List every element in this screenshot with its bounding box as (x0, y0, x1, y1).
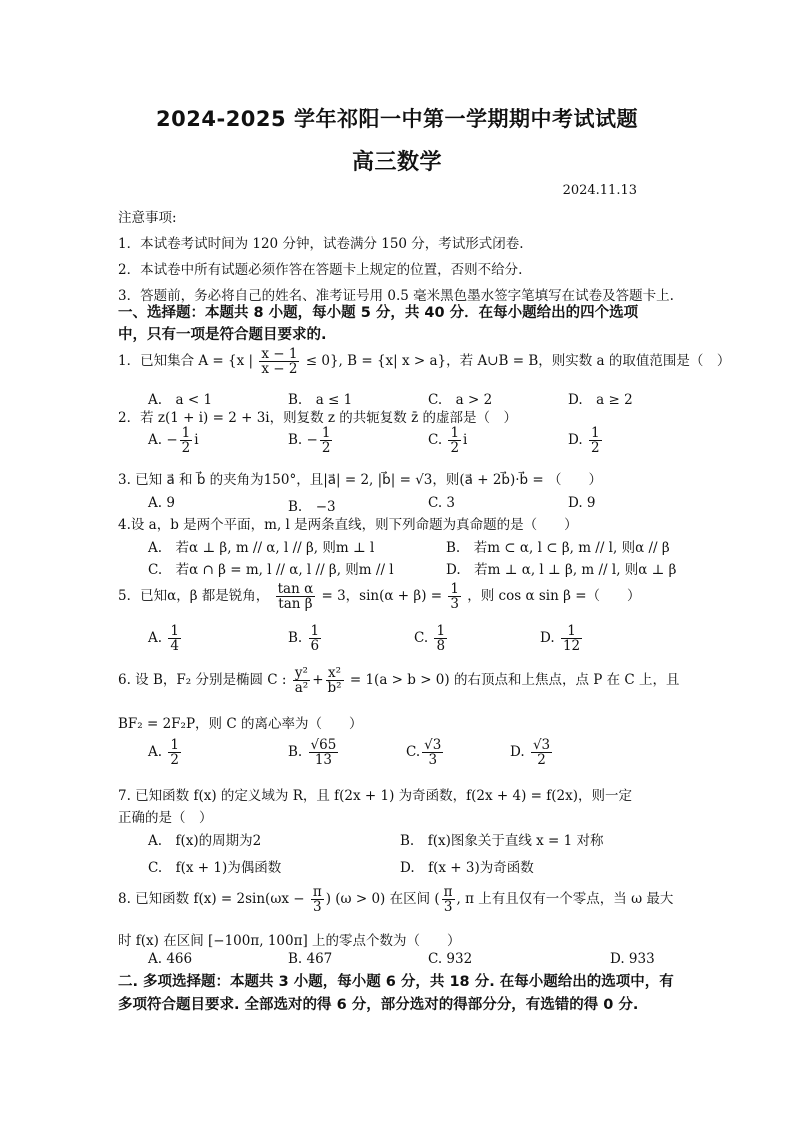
fraction: $\frac{1}{2}$ (181, 425, 191, 457)
option-a: A. a < 1 (148, 392, 213, 408)
option-c: C. $\frac{1}{2}$ i (428, 425, 468, 457)
option-c: C. $\frac{√3}{3}$ (406, 737, 442, 769)
fraction: $\frac{\text{x²}}{\text{b²}}$ (327, 665, 342, 697)
option-d: D. $\frac{1}{2}$ (568, 425, 600, 457)
fraction: $\frac{1}{2}$ (450, 425, 460, 457)
option-a: A. f(x)的周期为2 (148, 833, 262, 849)
fraction: $\frac{\text{tan α}}{\text{tan β}}$ (277, 581, 314, 613)
fraction: $\frac{1}{3}$ (450, 581, 459, 613)
option-a: A. − $\frac{1}{2}$ i (148, 425, 199, 457)
fraction: $\frac{1}{4}$ (170, 623, 179, 655)
option-b: B. a ≤ 1 (288, 392, 353, 408)
option-c: C. 932 (428, 951, 473, 967)
fraction: $\frac{1}{2}$ (321, 425, 331, 457)
fraction: $\frac{1}{8}$ (436, 623, 446, 655)
fraction: $\frac{1}{2}$ (590, 425, 600, 457)
note-item: 2．本试卷中所有试题必须作答在答题卡上规定的位置，否则不给分. (118, 262, 523, 278)
question-2-stem: 2．若 z(1 + i) = 2 + 3i，则复数 z 的共轭复数 z̄ 的虚部是（ ） (118, 410, 518, 426)
fraction: $\frac{1}{6}$ (310, 623, 320, 655)
section1-heading-cont: 中，只有一项是符合题目要求的. (118, 327, 327, 343)
question-6-stem-cont: BF₂ = 2F₂P，则 C 的离心率为（ ） (118, 716, 363, 732)
question-3-stem: 3. 已知 a⃗ 和 b⃗ 的夹角为150°，且|a⃗| = 2, |b⃗| = √3，则(a⃗ + 2b⃗)·b⃗ = （ ） (118, 472, 602, 488)
question-5-stem: 5．已知α，β 都是锐角， $\frac{\text{tan α}}{\text{tan β}}$ = 3，sin(α + β) = $\frac{1}{3}$ ，则 cos α sin β =（ ） (118, 581, 641, 613)
fraction: $\frac{√3}{2}$ (532, 737, 551, 769)
option-a: A. $\frac{1}{2}$ (148, 737, 179, 769)
option-d: D. 若m ⊥ α, l ⊥ β, m // l, 则α ⊥ β (446, 562, 677, 578)
option-b: B. 若m ⊂ α, l ⊂ β, m // l, 则α // β (446, 540, 670, 556)
exam-title: 2024-2025 学年祁阳一中第一学期期中考试试题 (156, 107, 638, 131)
option-d: D. f(x + 3)为奇函数 (400, 860, 534, 876)
fraction: $\frac{\pi}{3}$ (312, 884, 322, 916)
fraction: $\frac{1}{2}$ (170, 737, 179, 769)
option-d: D. $\frac{√3}{2}$ (510, 737, 551, 769)
option-c: C. 3 (428, 495, 456, 511)
fraction: $\frac{√3}{3}$ (424, 737, 442, 769)
exam-subtitle: 高三数学 (351, 150, 442, 175)
question-8-stem: 8. 已知函数 f(x) = 2sin(ωx − $\frac{\pi}{3}$ ) (ω > 0) 在区间 ( $\frac{\pi}{3}$ , π 上有且仅有一个零点，当 ω 最大 (118, 884, 674, 916)
note-item: 3．答题前，务必将自己的姓名、准考证号用 0.5 毫米黑色墨水签字笔填写在试卷及答题卡上. (118, 288, 674, 304)
section1-heading: 一、选择题：本题共 8 小题，每小题 5 分，共 40 分．在每小题给出的四个选项 (118, 305, 639, 321)
option-d: D. $\frac{1}{12}$ (540, 623, 581, 655)
question-8-stem-cont: 时 f(x) 在区间 [−100π, 100π] 上的零点个数为（ ） (118, 933, 461, 949)
question-7-stem-cont: 正确的是（ ） (118, 810, 213, 826)
option-d: D. a ≥ 2 (568, 392, 633, 408)
option-a: A. $\frac{1}{4}$ (148, 623, 179, 655)
fraction: $\frac{\text{y²}}{\text{a²}}$ (294, 665, 309, 697)
fraction: $\frac{√65}{13}$ (310, 737, 337, 769)
option-a: A. 466 (148, 951, 193, 967)
fraction: $\frac{x - 1}{x - 2}$ (261, 346, 298, 378)
exam-date: 2024.11.13 (562, 183, 637, 198)
question-6-stem: 6. 设 B，F₂ 分别是椭圆 C : $\frac{\text{y²}}{\text{a²}}$ + $\frac{\text{x²}}{\text{b²}}$ = 1(a > b > 0) 的右顶点和上焦点，点 P 在 C 上，且 (118, 665, 680, 697)
option-d: D. 933 (610, 951, 655, 967)
option-d: D. 9 (568, 495, 596, 511)
question-7-stem: 7. 已知函数 f(x) 的定义域为 R，且 f(2x + 1) 为奇函数，f(2x + 4) = f(2x)，则一定 (118, 788, 632, 804)
option-b: B. $\frac{1}{6}$ (288, 623, 320, 655)
section2-heading-cont: 多项符合题目要求. 全部选对的得 6 分，部分选对的得部分分，有选错的得 0 分. (118, 997, 639, 1013)
option-c: C. 若α ∩ β = m, l // α, l // β, 则m // l (148, 562, 394, 578)
notes-heading: 注意事项: (118, 210, 177, 226)
option-b: B. − $\frac{1}{2}$ (288, 425, 331, 457)
option-b: B. f(x)图象关于直线 x = 1 对称 (400, 833, 604, 849)
option-b: B. −3 (288, 499, 336, 515)
section2-heading: 二. 多项选择题：本题共 3 小题，每小题 6 分，共 18 分. 在每小题给出的选项中，有 (118, 974, 674, 990)
option-a: A. 9 (148, 495, 175, 511)
note-item: 1．本试卷考试时间为 120 分钟，试卷满分 150 分，考试形式闭卷. (118, 236, 524, 252)
fraction: $\frac{\pi}{3}$ (443, 884, 453, 916)
fraction: $\frac{1}{12}$ (562, 623, 581, 655)
question-4-stem: 4.设 a，b 是两个平面，m, l 是两条直线，则下列命题为真命题的是（ ） (118, 517, 578, 533)
option-a: A. 若α ⊥ β, m // α, l // β, 则m ⊥ l (148, 540, 375, 556)
question-1-stem: 1．已知集合 A = {x | $\frac{x - 1}{x - 2}$ ≤ 0}, B = {x| x > a}，若 A∪B = B，则实数 a 的取值范围是（ ） (118, 346, 731, 378)
option-c: C. a > 2 (428, 392, 493, 408)
option-c: C. f(x + 1)为偶函数 (148, 860, 282, 876)
option-b: B. 467 (288, 951, 333, 967)
option-b: B. $\frac{√65}{13}$ (288, 737, 337, 769)
option-c: C. $\frac{1}{8}$ (414, 623, 446, 655)
